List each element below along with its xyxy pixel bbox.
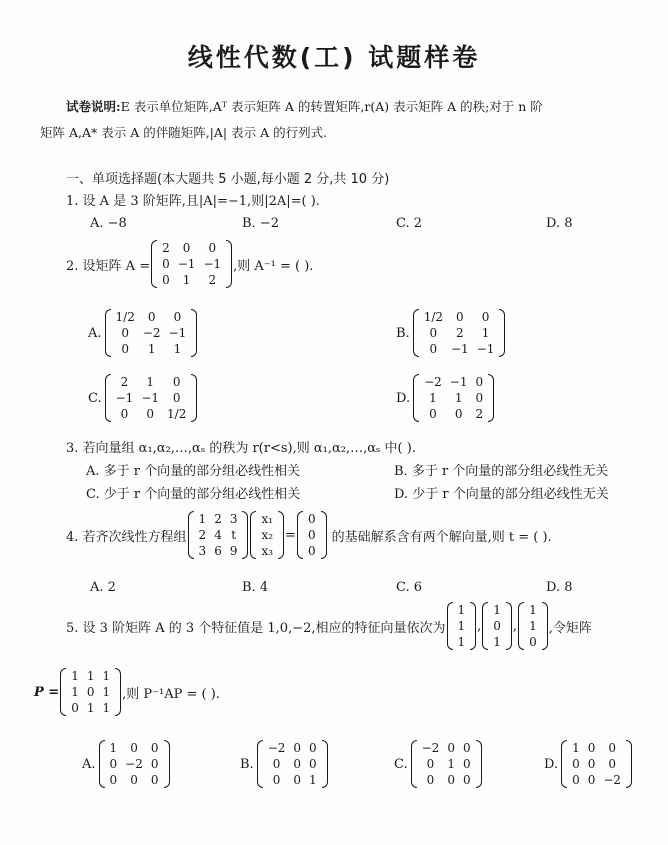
q3-option-c: C. 少于 r 个向量的部分组必线性相关 (86, 487, 301, 502)
q2-stem-pre: 2. 设矩阵 A = (66, 258, 151, 274)
q2-option-c-matrix: 2 1 0 −1 −1 0 0 0 1/2 (105, 374, 198, 422)
q5-option-a-matrix: 1 0 0 0 −2 0 0 0 0 (99, 740, 170, 788)
question-2 (66, 240, 313, 288)
question-3-stem: 3. 若向量组 α₁,α₂,…,αₛ 的秩为 r(r<s),则 α₁,α₂,…,αₛ 中( ). (66, 441, 416, 456)
q4-stem-pre: 4. 若齐次线性方程组 (66, 529, 187, 545)
q5-option-a: A. 1 0 0 0 −2 0 0 0 0 (82, 740, 171, 788)
q2-option-d: D. −2 −1 0 1 1 0 0 0 2 (396, 374, 495, 422)
q2-option-a: A. 1/2 0 0 0 −2 −1 0 1 1 (88, 309, 198, 357)
q5-option-b-matrix: −2 0 0 0 0 0 0 0 1 (257, 740, 328, 788)
q1-option-b: B. −2 (242, 216, 279, 231)
q1-option-a: A. −8 (90, 216, 127, 231)
q5-eigenvector-3: 1 1 0 (518, 602, 548, 650)
exam-note-line1: 试卷说明:E 表示单位矩阵,Aᵀ 表示矩阵 A 的转置矩阵,r(A) 表示矩阵 A 的秩;对于 n 阶 (66, 99, 543, 114)
q5-p-label: P = (34, 684, 60, 700)
q4-coefficient-matrix: 1 2 3 2 4 t 3 6 9 (188, 511, 249, 559)
exam-note-line2: 矩阵 A,A* 表示 A 的伴随矩阵,|A| 表示 A 的行列式. (40, 125, 328, 140)
q5-eigenvector-1: 1 1 1 (447, 602, 477, 650)
q3-option-d: D. 少于 r 个向量的部分组必线性无关 (394, 487, 609, 502)
exam-note-label: 试卷说明: (66, 99, 121, 114)
q2-matrix-a: 2 0 0 0 −1 −1 0 1 2 (151, 240, 232, 288)
q4-option-b: B. 4 (242, 580, 269, 595)
q1-option-d: D. 8 (546, 216, 573, 231)
q5-option-c-matrix: −2 0 0 0 1 0 0 0 0 (411, 740, 482, 788)
q5-option-b: B. −2 0 0 0 0 0 0 0 1 (240, 740, 329, 788)
q2-option-d-matrix: −2 −1 0 1 1 0 0 0 2 (413, 374, 494, 422)
q2-stem-post: ,则 A⁻¹ = ( ). (233, 258, 314, 274)
q3-option-a: A. 多于 r 个向量的部分组必线性相关 (86, 464, 301, 479)
q5-option-d-matrix: 1 0 0 0 0 0 0 0 −2 (561, 740, 632, 788)
q2-option-b: B. 1/2 0 0 0 2 1 0 −1 −1 (396, 309, 506, 357)
q2-option-a-matrix: 1/2 0 0 0 −2 −1 0 1 1 (105, 309, 198, 357)
q2-option-c: C. 2 1 0 −1 −1 0 0 0 1/2 (88, 374, 198, 422)
q1-option-c: C. 2 (396, 216, 423, 231)
question-4: 4. 若齐次线性方程组 1 2 3 2 4 t 3 6 9 x₁ x₂ x₃ = 0 0 0 的基础解系含有两个解向量,则 t = ( ). (66, 512, 552, 558)
q4-option-a: A. 2 (90, 580, 116, 595)
q5-eigenvector-2: 1 0 1 (482, 602, 512, 650)
q4-zero-vector: 0 0 0 (297, 511, 327, 559)
section-heading: 一、单项选择题(本大题共 5 小题,每小题 2 分,共 10 分) (66, 172, 390, 187)
q5-matrix-p: 1 1 1 1 0 1 0 1 1 (60, 668, 121, 716)
q5-matrix-p-line: P = 1 1 1 1 0 1 0 1 1 ,则 P⁻¹AP = ( ). (34, 669, 220, 715)
q4-variable-vector: x₁ x₂ x₃ (250, 511, 284, 559)
q4-option-d: D. 8 (546, 580, 573, 595)
question-1-stem: 1. 设 A 是 3 阶矩阵,且|A|=−1,则|2A|=( ). (66, 194, 320, 209)
page-title: 线性代数(工) 试题样卷 (187, 43, 481, 72)
q2-option-b-matrix: 1/2 0 0 0 2 1 0 −1 −1 (413, 309, 506, 357)
question-5: 5. 设 3 阶矩阵 A 的 3 个特征值是 1,0,−2,相应的特征向量依次为 1 1 1 , 1 0 1 , 1 1 0 ,令矩阵 (66, 603, 592, 649)
q5-option-d: D. 1 0 0 0 0 0 0 0 −2 (544, 740, 633, 788)
q3-option-b: B. 多于 r 个向量的部分组必线性无关 (394, 464, 609, 479)
q5-stem-pre: 5. 设 3 阶矩阵 A 的 3 个特征值是 1,0,−2,相应的特征向量依次为 (66, 620, 446, 636)
q4-option-c: C. 6 (396, 580, 423, 595)
q5-option-c: C. −2 0 0 0 1 0 0 0 0 (394, 740, 483, 788)
q4-stem-post: 的基础解系含有两个解向量,则 t = ( ). (331, 529, 552, 545)
